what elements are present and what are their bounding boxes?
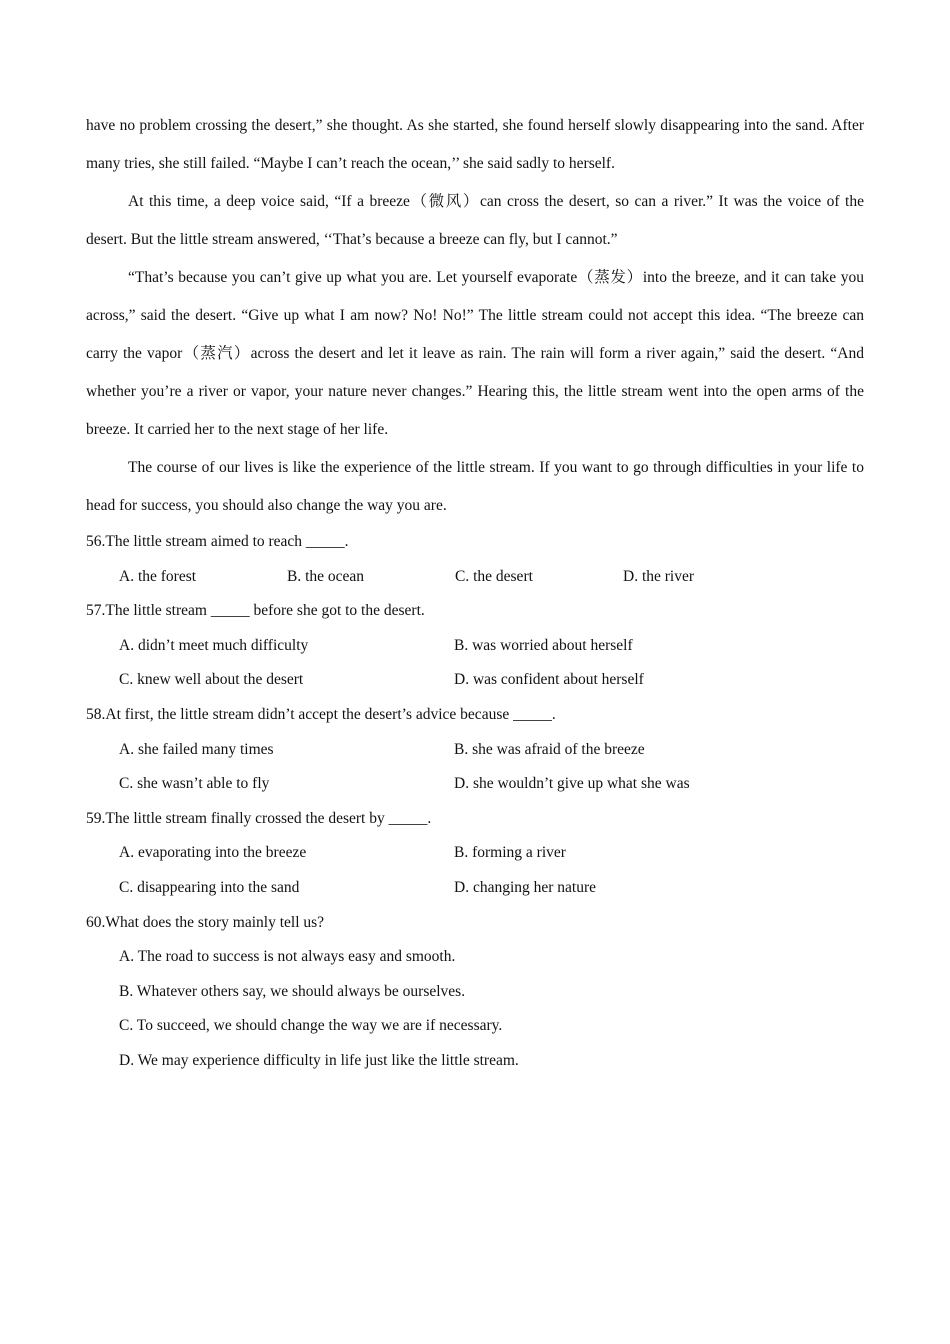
question-56-option-a: A. the forest xyxy=(119,567,197,585)
question-57-options-row-2 xyxy=(86,663,864,698)
passage-paragraph-4: The course of our lives is like the experience of the little stream. If you want to go through difficulties in your life to head for success, you should also change the way you are. xyxy=(86,459,864,514)
question-59-options-row-1 xyxy=(86,836,864,871)
question-60-option-a: A. The road to success is not always easy and smooth. xyxy=(119,948,456,966)
question-56-options xyxy=(86,560,864,595)
question-59-options-row-2 xyxy=(86,871,864,906)
question-58-option-a: A. she failed many times xyxy=(119,740,274,758)
question-58-option-d: D. she wouldn’t give up what she was xyxy=(454,775,690,793)
question-60-option-row-b xyxy=(86,975,864,1010)
question-59-option-c: C. disappearing into the sand xyxy=(119,878,300,896)
question-58-option-c: C. she wasn’t able to fly xyxy=(119,775,270,793)
passage-paragraph-3: “That’s because you can’t give up what you are. Let yourself evaporate（蒸发）into the breeze, and it can take you across,” said the desert. “Give up what I am now? No! No!” The little stream could not accept this idea. “The breeze can carry the vapor（蒸汽）across the desert and let it leave as rain. The rain will form a river again,” said the desert. “And whether you’re a river or vapor, your nature never changes.” Hearing this, the little stream went into the open arms of the breeze. It carried her to the next stage of her life. xyxy=(86,269,864,438)
question-60-option-row-c xyxy=(86,1009,864,1044)
question-56-option-d: D. the river xyxy=(623,567,695,585)
question-58-option-b: B. she was afraid of the breeze xyxy=(454,740,645,758)
question-58-options-row-2 xyxy=(86,767,864,802)
question-60-option-row-a xyxy=(86,940,864,975)
question-57-option-c: C. knew well about the desert xyxy=(119,671,304,689)
question-57-option-b: B. was worried about herself xyxy=(454,636,633,654)
question-59-option-d: D. changing her nature xyxy=(454,878,597,896)
question-60-stem: 60.What does the story mainly tell us? xyxy=(86,913,325,931)
document-page xyxy=(86,107,864,1079)
question-59-stem: 59.The little stream finally crossed the desert by _____. xyxy=(86,809,432,827)
question-59-option-a: A. evaporating into the breeze xyxy=(119,844,307,862)
question-57-option-d: D. was confident about herself xyxy=(454,671,644,689)
passage-paragraph-1: have no problem crossing the desert,” she thought. As she started, she found herself slowly disappearing into the sand. After many tries, she still failed. “Maybe I can’t reach the ocean,’’ she said sadly to herself. xyxy=(86,117,864,172)
question-59-option-b: B. forming a river xyxy=(454,844,566,862)
question-60-option-d: D. We may experience difficulty in life just like the little stream. xyxy=(119,1051,519,1069)
question-60-option-row-d xyxy=(86,1044,864,1079)
question-57-options-row-1 xyxy=(86,629,864,664)
question-56-option-c: C. the desert xyxy=(455,567,533,585)
question-58-stem: 58.At first, the little stream didn’t accept the desert’s advice because _____. xyxy=(86,705,556,723)
question-58-options-row-1 xyxy=(86,733,864,768)
question-57-stem: 57.The little stream _____ before she got to the desert. xyxy=(86,602,425,620)
question-60-option-b: B. Whatever others say, we should always be ourselves. xyxy=(119,982,466,1000)
question-57-option-a: A. didn’t meet much difficulty xyxy=(119,636,309,654)
question-60-option-c: C. To succeed, we should change the way we are if necessary. xyxy=(119,1017,503,1035)
passage-paragraph-2: At this time, a deep voice said, “If a breeze（微风）can cross the desert, so can a river.” It was the voice of the desert. But the little stream answered, ‘‘That’s because a breeze can fly, but I cannot.” xyxy=(86,193,864,248)
question-56-option-b: B. the ocean xyxy=(287,567,365,585)
question-56-stem: 56.The little stream aimed to reach _____. xyxy=(86,533,349,550)
